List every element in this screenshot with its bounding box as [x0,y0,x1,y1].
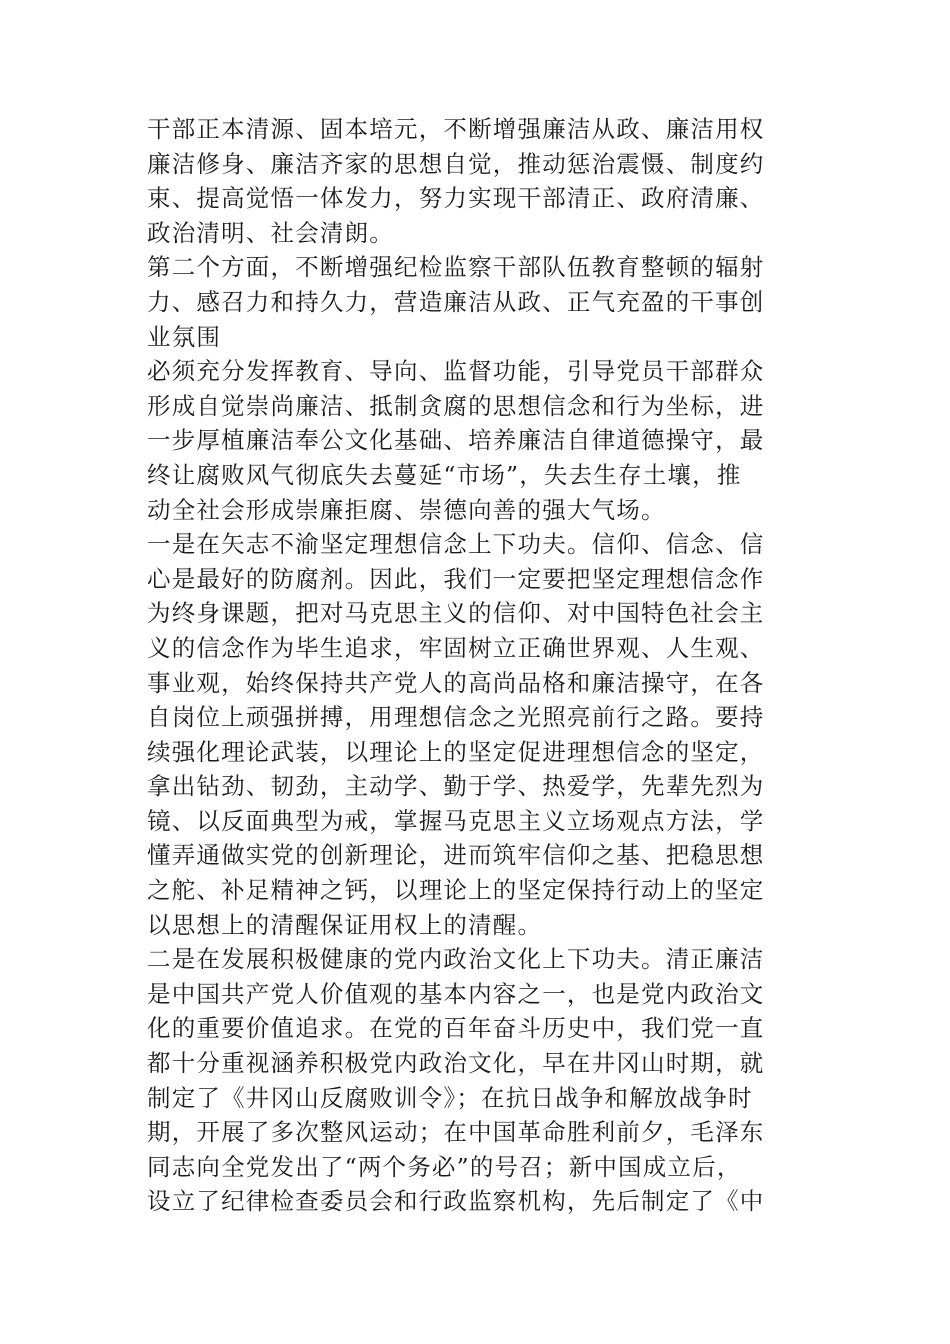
text-line: 束、提高觉悟一体发力，努力实现干部清正、政府清廉、 [147,184,765,213]
text-line: 镜、以反面典型为戒，掌握马克思主义立场观点方法，学 [147,806,765,835]
text-line: 拿出钻劲、韧劲，主动学、勤于学、热爱学，先辈先烈为 [147,772,765,801]
text-line: 二是在发展积极健康的党内政治文化上下功夫。清正廉洁 [147,945,765,974]
text-line: 之舵、补足精神之钙，以理论上的坚定保持行动上的坚定 [147,876,765,905]
text-line: 同志向全党发出了“两个务必”的号召；新中国成立后， [147,1152,742,1181]
text-line: 一是在矢志不渝坚定理想信念上下功夫。信仰、信念、信 [147,530,765,559]
text-line: 心是最好的防腐剂。因此，我们一定要把坚定理想信念作 [147,564,765,593]
text-line: 都十分重视涵养积极党内政治文化，早在井冈山时期，就 [147,1049,765,1078]
text-line: 自岗位上顽强拼搏，用理想信念之光照亮前行之路。要持 [147,703,765,732]
text-line: 政治清明、社会清朗。 [147,218,394,247]
text-line: 终让腐败风气彻底失去蔓延“市场”，失去生存土壤，推 [147,460,742,489]
paragraph-p1-continuation [147,112,807,250]
text-line: 廉洁修身、廉洁齐家的思想自觉，推动惩治震慑、制度约 [147,149,765,178]
text-line: 懂弄通做实党的创新理论，进而筑牢信仰之基、把稳思想 [147,841,765,870]
paragraph-p5 [147,942,807,1219]
paragraph-p4 [147,527,807,942]
text-line: 形成自觉崇尚廉洁、抵制贪腐的思想信念和行为坐标，进 [147,391,765,420]
text-line: 业氛围 [147,322,222,351]
text-line: 以思想上的清醒保证用权上的清醒。 [147,910,543,939]
document-body [147,112,807,1219]
text-line: 是中国共产党人价值观的基本内容之一，也是党内政治文 [147,979,765,1008]
paragraph-p2-section-heading [147,250,807,354]
text-line: 为终身课题，把对马克思主义的信仰、对中国特色社会主 [147,599,765,628]
text-line: 期，开展了多次整风运动；在中国革命胜利前夕，毛泽东 [147,1118,765,1147]
text-line: 化的重要价值追求。在党的百年奋斗历史中，我们党一直 [147,1014,765,1043]
text-line: 力、感召力和持久力，营造廉洁从政、正气充盈的干事创 [147,287,765,316]
text-line: 动全社会形成崇廉拒腐、崇德向善的强大气场。 [147,495,666,524]
text-line: 设立了纪律检查委员会和行政监察机构，先后制定了《中 [147,1187,765,1216]
text-line: 干部正本清源、固本培元，不断增强廉洁从政、廉洁用权 [147,115,765,143]
text-line: 第二个方面，不断增强纪检监察干部队伍教育整顿的辐射 [147,253,765,282]
text-line: 事业观，始终保持共产党人的高尚品格和廉洁操守，在各 [147,668,765,697]
paragraph-p3 [147,354,807,527]
text-line: 一步厚植廉洁奉公文化基础、培养廉洁自律道德操守，最 [147,426,765,455]
text-line: 必须充分发挥教育、导向、监督功能，引导党员干部群众 [147,357,765,386]
text-line: 义的信念作为毕生追求，牢固树立正确世界观、人生观、 [147,633,765,662]
text-line: 制定了《井冈山反腐败训令》；在抗日战争和解放战争时 [147,1083,753,1112]
text-line: 续强化理论武装，以理论上的坚定促进理想信念的坚定， [147,737,765,766]
